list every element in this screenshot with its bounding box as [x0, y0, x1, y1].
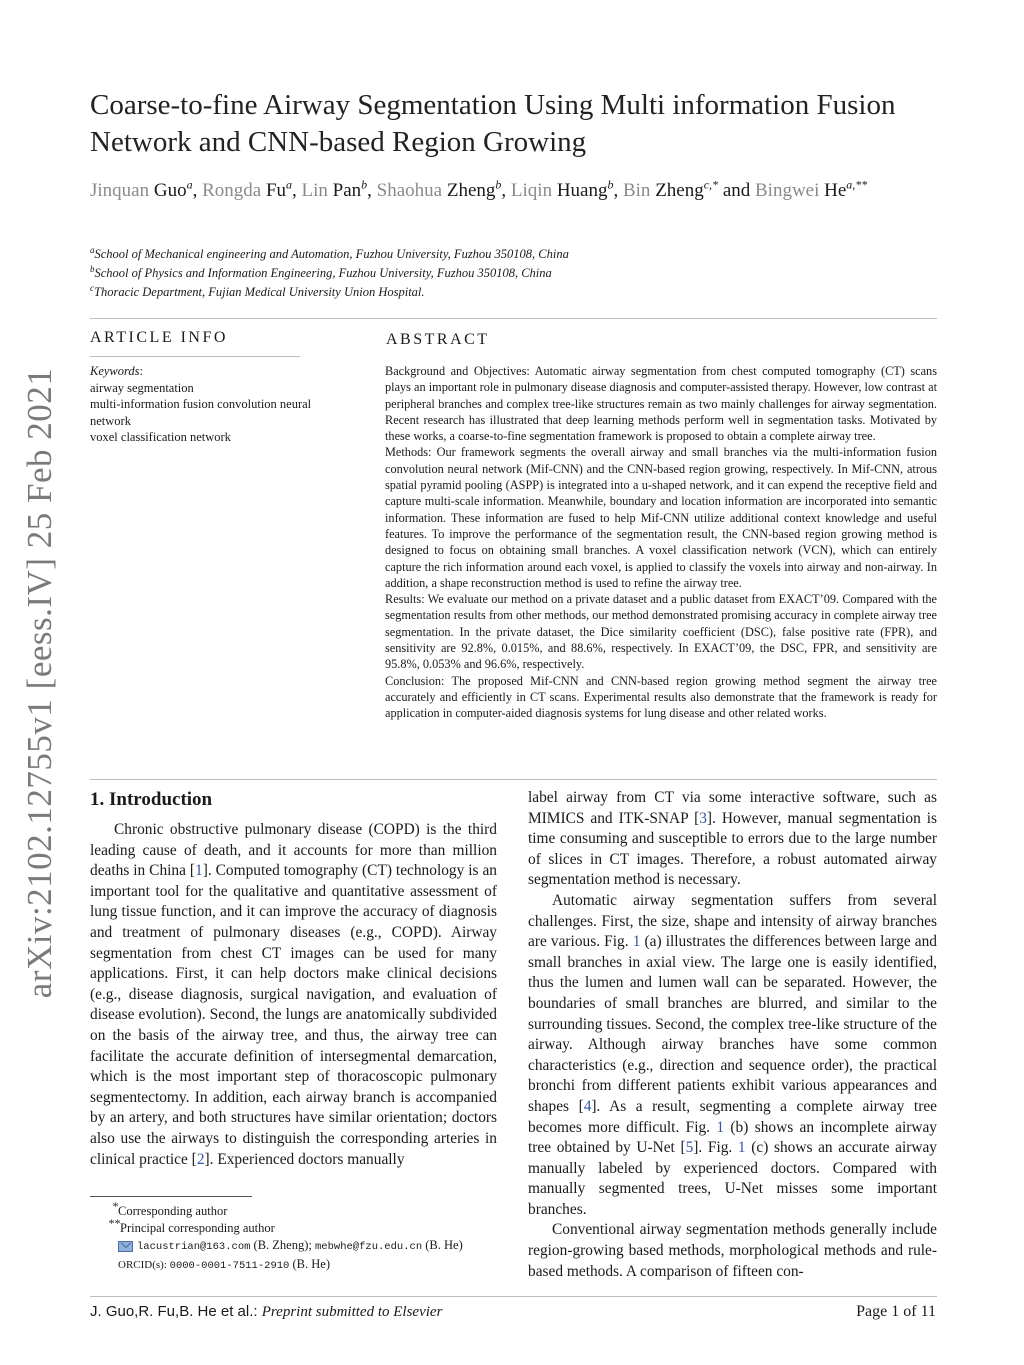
keywords-title: Keywords [90, 364, 140, 378]
intro-paragraph: label airway from CT via some interactive software, such as MIMICS and ITK-SNAP [3]. However, manual segmentation is time consuming and susceptible to errors due to the large number of slices in CT images. Therefore, a robust automated airway segmentation method is necessary. [528, 789, 937, 889]
author-name: Liqin Huang$^b$ [510, 177, 614, 201]
author-name: Bin Zheng$^{c,*}$ [622, 177, 719, 201]
running-footer: J. Guo,R. Fu,B. He et al.: Preprint submitted to Elsevier [90, 1303, 443, 1320]
footnote-divider [90, 1196, 252, 1197]
citation-link[interactable]: 4 [583, 1097, 592, 1115]
section-heading-introduction: 1. Introduction [90, 789, 213, 810]
figure-link[interactable]: 1 [632, 933, 641, 951]
abstract-heading: ABSTRACT [386, 331, 490, 348]
footnote-principal: Principal corresponding author [120, 1221, 275, 1235]
keyword-item: airway segmentation [90, 380, 194, 395]
header-divider [90, 318, 937, 319]
footer-divider [90, 1296, 937, 1297]
intro-left-column [90, 820, 497, 1170]
author-name: Jinquan Guo$^a$ [90, 177, 193, 201]
author-name: Bingwei $He^{a,**}$ [755, 177, 868, 201]
keyword-list [90, 380, 318, 446]
keyword-item: voxel classification network [90, 430, 231, 444]
figure-link[interactable]: 1 [716, 1118, 725, 1136]
page-number: Page 1 of 11 [856, 1303, 936, 1320]
intro-paragraph: Chronic obstructive pulmonary disease (COPD) is the third leading cause of death, and it accounts for more than million deaths in China [1]. Computed tomography (CT) technology is an important tool for the qualitative and quantitative assessment of lung tissue function, and it can improve the accuracy of diagnosis and treatment of pulmonary diseases (e.g., COPD). Airway segmentation from chest CT images can be used for many applications. First, it can help doctors make clinical decisions (e.g., disease diagnosis, surgical navigation, and evaluation of disease evolution). Second, the lungs are anatomically subdivided on the basis of the airway tree, and thus, the airway tree can facilitate the accurate definition of intersegmental demarcation, which is the most important step of thoracoscopic pulmonary segmentectomy. In addition, each airway branch is accompanied by an artery, and both structures have similar orientation; doctors also use the airways to distinguish the corresponding arteries in clinical practice [2]. Experienced doctors manually [90, 821, 497, 1168]
citation-link[interactable]: 3 [699, 809, 707, 827]
figure-link[interactable]: 1 [737, 1139, 746, 1157]
email-link[interactable]: lacustrian@163.com [137, 1241, 251, 1253]
abstract-divider [90, 779, 937, 780]
author-name: Lin Pan$^b$ [301, 177, 368, 201]
abstract-paragraph: Methods: Our framework segments the overall airway and small branches via the multi-information fusion convolution neural network (Mif-CNN) and the CNN-based region growing, respectively. In Mif-CNN, atrous spatial pyramid pooling (ASPP) is integrated into a u-shaped network, and it can expend the receptive field and capture multi-scale information. Meanwhile, boundary and location information are incorporated into semantic information. These information are fused to help Mif-CNN utilize additional context knowledge and useful features. To improve the performance of the segmentation result, the CNN-based region growing method is designed to focus on obtaining small branches. A voxel classification network (VCN), which can entirely capture the rich information around each voxel, is applied to classify the voxels into airway and non-airway. In addition, a shape reconstruction method is used to refine the airway tree. [385, 445, 937, 590]
author-name: Rongda Fu$^a$ [202, 177, 293, 201]
author-name: Shaohua Zheng$^b$ [376, 177, 502, 201]
footnote-corresponding: Corresponding author [118, 1204, 228, 1218]
email-icon [118, 1241, 133, 1252]
intro-paragraph: Conventional airway segmentation methods generally include region-growing based methods, morphological methods and rule-based methods. A comparison of fifteen con- [528, 1221, 937, 1280]
keyword-item: multi-information fusion convolution neural network [90, 397, 312, 428]
email-link[interactable]: mebwhe@fzu.edu.cn [315, 1241, 423, 1253]
article-info-heading: ARTICLE INFO [90, 329, 228, 346]
orcid-link[interactable]: 0000-0001-7511-2910 [169, 1260, 290, 1272]
affiliations [90, 245, 950, 302]
orcid-label: ORCID(s): [118, 1259, 170, 1271]
keywords-block: Keywords: airway segmentation multi-information fusion convolution neural network voxel classification network [90, 363, 318, 446]
abstract-paragraph: Results: We evaluate our method on a private dataset and a public dataset from EXACT’09. Compared with the segmentation results from other methods, our method demonstrated promising accuracy in complete airway tree segmentation. In the private dataset, the Dice similarity coefficient (DSC), false positive rate (FPR), and sensitivity are 92.8%, 0.015%, and 88.6%, respectively. In EXACT’09, the DSC, FPR, and sensitivity are 95.8%, 0.053% and 96.6%, respectively. [385, 592, 937, 672]
citation-link[interactable]: 1 [195, 862, 203, 880]
abstract-body [385, 363, 937, 722]
footnotes: *Corresponding author **Principal corresponding author lacustrian@163.com (B. Zheng); mebwhe@fzu.edu.cn (B. He) ORCID(s): 0000-0001-7511-2910 (B. He) [108, 1198, 463, 1272]
affiliation-line: $^c$Thoracic Department, Fujian Medical University Union Hospital. [90, 282, 425, 299]
arxiv-sidebar-stamp: arXiv:2102.12755v1 [eess.IV] 25 Feb 2021 [20, 367, 59, 999]
abstract-paragraph: Background and Objectives: Automatic airway segmentation from chest computed tomography (CT) scans plays an important role in pulmonary disease diagnosis and computer-assisted therapy. However, low contrast at peripheral branches and complex tree-like structures remain as two mainly challenges for airway segmentation. Recent research has illustrated that deep learning methods perform well in segmentation tasks. Motivated by these works, a coarse-to-fine segmentation framework is proposed to obtain a complete airway tree. [385, 364, 937, 444]
author-list: Jinquan Guo$^a$, Rongda Fu$^a$, Lin Pan$^b$, Shaohua Zheng$^b$, Liqin Huang$^b$, Bin Zheng$^{c,*}$ and Bingwei $He^{a,**}$ [90, 177, 868, 201]
affiliation-line: $^b$School of Physics and Information Engineering, Fuzhou University, Fuzhou 350108, China [90, 263, 552, 280]
affiliation-line: $^a$School of Mechanical engineering and Automation, Fuzhou University, Fuzhou 350108, China [90, 244, 569, 261]
intro-right-column [528, 788, 937, 1282]
intro-paragraph: Automatic airway segmentation suffers from several challenges. First, the size, shape and intensity of airway branches are various. Fig. 1 (a) illustrates the differences between large and small branches in axial view. The large one is easily identified, thus the lumen and lumen wall can be separated. However, the boundaries of small branches are blurred, and similar to the surrounding tissues. Second, the complex tree-like structure of the airway. Although airway branches have some common characteristics (e.g., direction and sequence order), the practical bronchi from different patients exhibit various appearances and shapes [4]. As a result, segmenting a complete airway tree becomes more difficult. Fig. 1 (b) shows an incomplete airway tree obtained by U-Net [5]. Fig. 1 (c) shows an accurate airway manually labeled by experienced doctors. Compared with manually segmented trees, U-Net misses some important branches. [528, 891, 937, 1218]
citation-link[interactable]: 2 [196, 1150, 205, 1168]
article-info-divider [90, 356, 300, 357]
paper-title: Coarse-to-fine Airway Segmentation Using Multi information Fusion Network and CNN-based Region Growing [90, 89, 896, 158]
abstract-paragraph: Conclusion: The proposed Mif-CNN and CNN-based region growing method segment the airway tree accurately and efficiently in CT scans. Experimental results also demonstrate that the framework is ready for application in computer-aided diagnosis systems for lung disease and other related works. [385, 673, 937, 721]
citation-link[interactable]: 5 [685, 1139, 694, 1157]
